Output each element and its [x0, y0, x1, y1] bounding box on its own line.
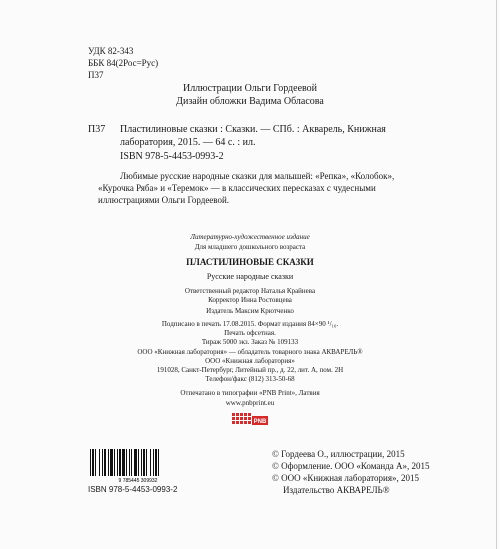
entry-line2: лаборатория, 2015. — 64 с. : ил.: [120, 137, 256, 148]
isbn-barcode: [88, 449, 188, 483]
imprint-subtitle: Русские народные сказки: [206, 272, 294, 281]
copyright-1: © Гордеева О., иллюстрации, 2015: [272, 449, 405, 459]
barcode-digits: 9 785445 309932: [118, 478, 158, 483]
imprint-print: Печать офсетная.: [224, 329, 276, 337]
entry-isbn: ISBN 978-5-4453-0993-2: [120, 151, 224, 162]
bbk: ББК 84(2Рос=Рус): [88, 58, 159, 68]
imprint-age: Для младшего дошкольного возраста: [194, 243, 306, 251]
publisher-brand: Издательство АКВАРЕЛЬ®: [283, 485, 390, 495]
copyright-2: © Оформление. ООО «Команда А», 2015: [272, 461, 430, 471]
imprint-publisher: Издатель Максим Крютченко: [206, 307, 294, 315]
imprint-genre: Литературно-художественное издание: [190, 233, 310, 241]
illustrations-credit: Иллюстрации Ольги Гордеевой: [182, 83, 318, 94]
copyright-3: © ООО «Книжная лаборатория», 2015: [272, 473, 419, 483]
printer-logo-text: PNB: [253, 419, 267, 425]
entry-code: П37: [88, 124, 106, 135]
annotation-line1: Любимые русские народные сказки для малышей: «Репка», «Колобок»,: [120, 171, 395, 181]
author-mark: П37: [88, 70, 104, 80]
imprint-editor: Ответственный редактор Наталья Крайнева: [184, 287, 316, 295]
annotation-line3: иллюстрациями Ольги Гордеевой.: [98, 195, 230, 205]
imprint-printed: Отпечатано в типографии «PNB Print», Латвия: [180, 389, 320, 397]
barcode-isbn: ISBN 978-5-4453-0993-2: [88, 485, 178, 494]
entry-line1: Пластилиновые сказки : Сказки. — СПб. : Акварель, Книжная: [120, 124, 386, 135]
imprint-signed: Подписано в печать 17.08.2015. Формат издания 84×90 ¹/₁₆.: [161, 320, 339, 328]
printer-logo: [232, 413, 268, 427]
imprint-corrector: Корректор Инна Ростовцева: [208, 296, 292, 304]
imprint-org1: ООО «Книжная лаборатория» — обладатель товарного знака АКВАРЕЛЬ®: [137, 348, 363, 356]
annotation-line2: «Курочка Ряба» и «Теремок» — в классических пересказах с чудесными: [98, 183, 376, 193]
imprint-title: ПЛАСТИЛИНОВЫЕ СКАЗКИ: [186, 257, 314, 267]
imprint-run: Тираж 5000 экз. Заказ № 109133: [201, 338, 299, 346]
imprint-org2: ООО «Книжная лаборатория»: [205, 357, 295, 365]
cover-credit: Дизайн обложки Вадима Обласова: [176, 96, 324, 107]
imprint-phone: Телефон/факс (812) 313-50-68: [205, 375, 295, 383]
imprint-address: 191028, Санкт-Петербург, Литейный пр., д. 22, лит. А, пом. 2Н: [156, 366, 344, 374]
imprint-site: www.pnbprint.eu: [225, 399, 275, 407]
udk: УДК 82-343: [88, 46, 134, 56]
